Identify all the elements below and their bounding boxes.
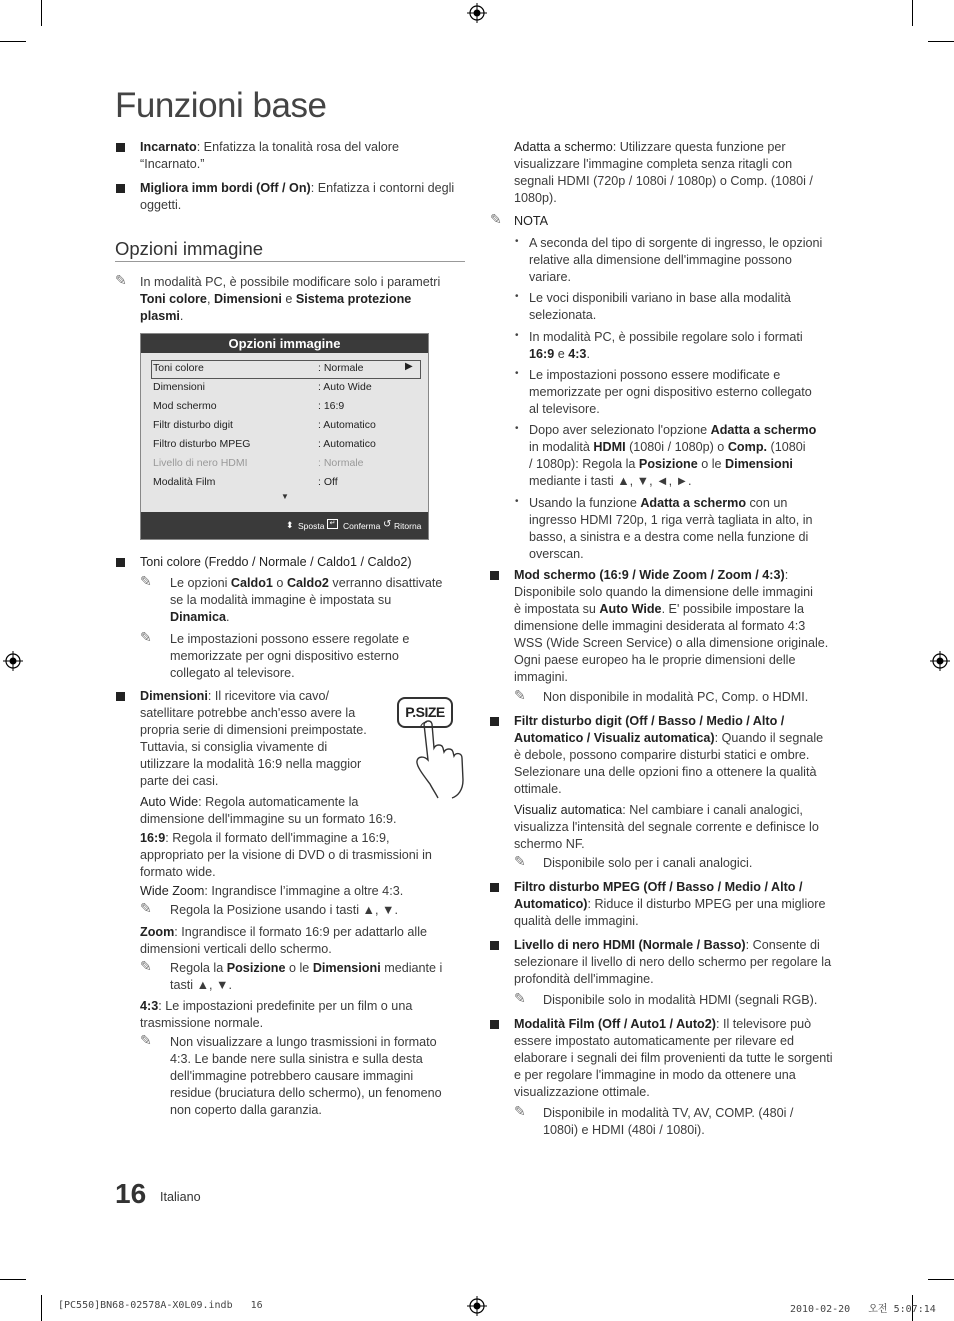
- nota-item: In modalità PC, è possibile regolare solo i formati 16:9 e 4:3.: [529, 330, 803, 361]
- print-date: 2010-02-20 오전 5:07:14: [790, 1304, 936, 1315]
- ratio-43-description: 4:3: Le impostazioni predefinite per un film o una trasmissione normale.: [140, 999, 413, 1030]
- livello-nero-note: Disponibile solo in modalità HDMI (segnali RGB).: [543, 993, 818, 1007]
- note-pencil-icon: ✎: [490, 211, 502, 227]
- note-pencil-icon: ✎: [115, 272, 127, 288]
- bullet-square: [116, 558, 125, 567]
- osd-row[interactable]: Dimensioni : Auto Wide: [153, 381, 372, 393]
- bullet-migliora-bordi: Migliora imm bordi (Off / On): Enfatizza i contorni degli oggetti.: [140, 181, 455, 212]
- registration-mark-icon: [3, 651, 23, 671]
- bullet-square: [490, 571, 499, 580]
- note-pencil-icon: ✎: [140, 1032, 152, 1048]
- page-number: 16: [115, 1178, 147, 1209]
- scroll-down-icon: ▼: [281, 492, 289, 501]
- nota-item: A seconda del tipo di sorgente di ingresso, le opzioni relative alla dimensione dell'immagine possono variare.: [529, 236, 823, 284]
- bullet-square: [116, 692, 125, 701]
- note-pencil-icon: ✎: [140, 573, 152, 589]
- visualiz-automatica-note: Disponibile solo per i canali analogici.: [543, 856, 753, 870]
- psize-remote-button: P.SIZE: [397, 697, 453, 728]
- bullet-dot: •: [515, 330, 519, 341]
- nota-item: Le impostazioni possono essere modificate e memorizzate per ogni dispositivo esterno collegato al televisore.: [529, 368, 812, 416]
- note-pencil-icon: ✎: [140, 900, 152, 916]
- note-pencil-icon: ✎: [514, 853, 526, 869]
- osd-footer: ⬍ Sposta ↵ Conferma ↺ Ritorna: [141, 512, 428, 539]
- bullet-square: [490, 883, 499, 892]
- auto-wide-description: Auto Wide: Regola automaticamente la dimensione dell'immagine su un formato 16:9.: [140, 795, 397, 826]
- livello-nero-description: Livello di nero HDMI (Normale / Basso): Consente di selezionare il livello di nero dello schermo per regolare la profondità dell'immagine.: [514, 938, 832, 986]
- enter-icon: ↵: [327, 519, 338, 529]
- registration-mark-icon: [467, 1296, 487, 1316]
- section-divider: [115, 261, 465, 262]
- osd-row[interactable]: Filtr disturbo digit : Automatico: [153, 419, 376, 431]
- language-label: Italiano: [160, 1190, 201, 1204]
- crop-mark: [41, 0, 42, 26]
- bullet-dot: •: [515, 236, 519, 247]
- crop-mark: [0, 41, 26, 42]
- modalita-film-note: Disponibile in modalità TV, AV, COMP. (480i / 1080i) e HDMI (480i / 1080i).: [543, 1106, 794, 1137]
- registration-mark-icon: [467, 3, 487, 23]
- crop-mark: [0, 1279, 26, 1280]
- filtr-disturbo-digit-description: Filtr disturbo digit (Off / Basso / Medio / Alto / Automatico / Visualiz automatica): Quando il segnale è debole, possono comparire disturbi statici e ombre. Selezionare una delle opzioni fino a ottenere la qualità ottimale.: [514, 714, 824, 796]
- bullet-square: [490, 941, 499, 950]
- note-pencil-icon: ✎: [514, 687, 526, 703]
- page-title: Funzioni base: [115, 86, 327, 125]
- mod-schermo-note: Non disponibile in modalità PC, Comp. o HDMI.: [543, 690, 809, 704]
- osd-row[interactable]: Mod schermo : 16:9: [153, 400, 345, 412]
- wide-zoom-note: Regola la Posizione usando i tasti ▲, ▼.: [170, 903, 398, 917]
- osd-row-disabled: Livello di nero HDMI : Normale: [153, 457, 364, 469]
- bullet-dot: •: [515, 496, 519, 507]
- zoom-description: Zoom: Ingrandisce il formato 16:9 per adattarlo alle dimensioni verticali dello schermo.: [140, 925, 427, 956]
- note-pencil-icon: ✎: [514, 990, 526, 1006]
- crop-mark: [928, 1279, 954, 1280]
- hand-pointer-icon: [412, 720, 468, 800]
- wide-zoom-description: Wide Zoom: Ingrandisce l’immagine a oltre 4:3.: [140, 884, 404, 898]
- nota-item: Le voci disponibili variano in base alla modalità selezionata.: [529, 291, 791, 322]
- toni-note-1: Le opzioni Caldo1 o Caldo2 verranno disattivate se la modalità immagine è impostata su Dinamica.: [170, 576, 443, 624]
- filtro-mpeg-description: Filtro disturbo MPEG (Off / Basso / Medio / Alto / Automatico): Riduce il disturbo MPEG per una migliore qualità delle immagini.: [514, 880, 826, 928]
- print-file-info: [PC550]BN68-02578A-X0L09.indb 16: [58, 1300, 263, 1311]
- crop-mark: [41, 1295, 42, 1321]
- adatta-schermo-description: Adatta a schermo: Utilizzare questa funzione per visualizzare l'immagine completa senza ritagli con segnali HDMI (720p / 1080i / 1080p) o Comp. (1080i / 1080p).: [514, 140, 813, 205]
- note-pc-mode: In modalità PC, è possibile modificare solo i parametri Toni colore, Dimensioni e Sistema protezione plasmi.: [140, 275, 441, 323]
- note-pencil-icon: ✎: [514, 1103, 526, 1119]
- move-updown-icon: ⬍: [286, 520, 294, 530]
- dimensioni-description: Dimensioni: Il ricevitore via cavo/ satellitare potrebbe anch'esso avere la propria serie di dimensioni preimpostate. Tuttavia, si consiglia vivamente di utilizzare la modalità 16:9 nella maggior parte dei casi.: [140, 689, 367, 788]
- bullet-square: [490, 1020, 499, 1029]
- osd-menu: [140, 333, 429, 540]
- zoom-note: Regola la Posizione o le Dimensioni mediante i tasti ▲, ▼.: [170, 961, 443, 992]
- nota-item: Dopo aver selezionato l'opzione Adatta a schermo in modalità HDMI (1080i / 1080p) o Comp. (1080i / 1080p): Regola la Posizione o le Dimensioni mediante i tasti ▲, ▼, ◄, ►.: [529, 423, 817, 488]
- toni-colore-heading: Toni colore (Freddo / Normale / Caldo1 / Caldo2): [140, 555, 412, 569]
- ratio-169-description: 16:9: Regola il formato dell'immagine a 16:9, appropriato per la visione di DVD o di trasmissioni in formato wide.: [140, 831, 432, 879]
- visualiz-automatica-description: Visualiz automatica: Nel cambiare i canali analogici, visualizza l'intensità del segnale corrente e definisce lo schermo NF.: [514, 803, 819, 851]
- bullet-incarnato: Incarnato: Enfatizza la tonalità rosa del valore “Incarnato.”: [140, 140, 399, 171]
- bullet-square: [490, 717, 499, 726]
- nota-label: NOTA: [514, 214, 549, 228]
- osd-row[interactable]: Toni colore : Normale ▶: [153, 361, 413, 374]
- osd-row[interactable]: Modalità Film : Off: [153, 476, 338, 488]
- bullet-dot: •: [515, 423, 519, 434]
- nota-item: Usando la funzione Adatta a schermo con un ingresso HDMI 720p, 1 riga verrà tagliata in alto, in basso, a sinistra e a destra come nella funzione di overscan.: [529, 496, 813, 561]
- registration-mark-icon: [930, 651, 950, 671]
- note-pencil-icon: ✎: [140, 958, 152, 974]
- crop-mark: [912, 0, 913, 26]
- ratio-43-note: Non visualizzare a lungo trasmissioni in formato 4:3. Le bande nere sulla sinistra e sulla desta dell'immagine potrebbero causare immagini residue (bruciatura dello schermo), un fenomeno non coperto dalla garanzia.: [170, 1035, 442, 1117]
- mod-schermo-description: Mod schermo (16:9 / Wide Zoom / Zoom / 4:3): Disponibile solo quando la dimensione delle immagini è impostata su Auto Wide. E' possibile impostare la dimensione delle immagini desiderata al formato 4:3 WSS (Wide Screen Service) o alla dimensione originale. Ogni paese europeo ha le proprie dimensioni delle immagini.: [514, 568, 829, 684]
- toni-note-2: Le impostazioni possono essere regolate e memorizzate per ogni dispositivo esterno collegato al televisore.: [170, 632, 410, 680]
- bullet-square: [116, 143, 125, 152]
- bullet-square: [116, 184, 125, 193]
- bullet-dot: •: [515, 368, 519, 379]
- section-title: Opzioni immagine: [115, 238, 264, 259]
- osd-title: Opzioni immagine: [141, 334, 428, 353]
- return-icon: ↺: [383, 519, 392, 530]
- note-pencil-icon: ✎: [140, 629, 152, 645]
- bullet-dot: •: [515, 291, 519, 302]
- osd-row[interactable]: Filtro disturbo MPEG : Automatico: [153, 438, 376, 450]
- crop-mark: [928, 41, 954, 42]
- arrow-right-icon: ▶: [405, 361, 413, 372]
- modalita-film-description: Modalità Film (Off / Auto1 / Auto2): Il televisore può essere impostato automaticamente per rilevare ed elaborare i segnali dei film provenienti da tutte le sorgenti e per regolare l'immagine in modo da ottenere una visualizzazione ottimale.: [514, 1017, 833, 1099]
